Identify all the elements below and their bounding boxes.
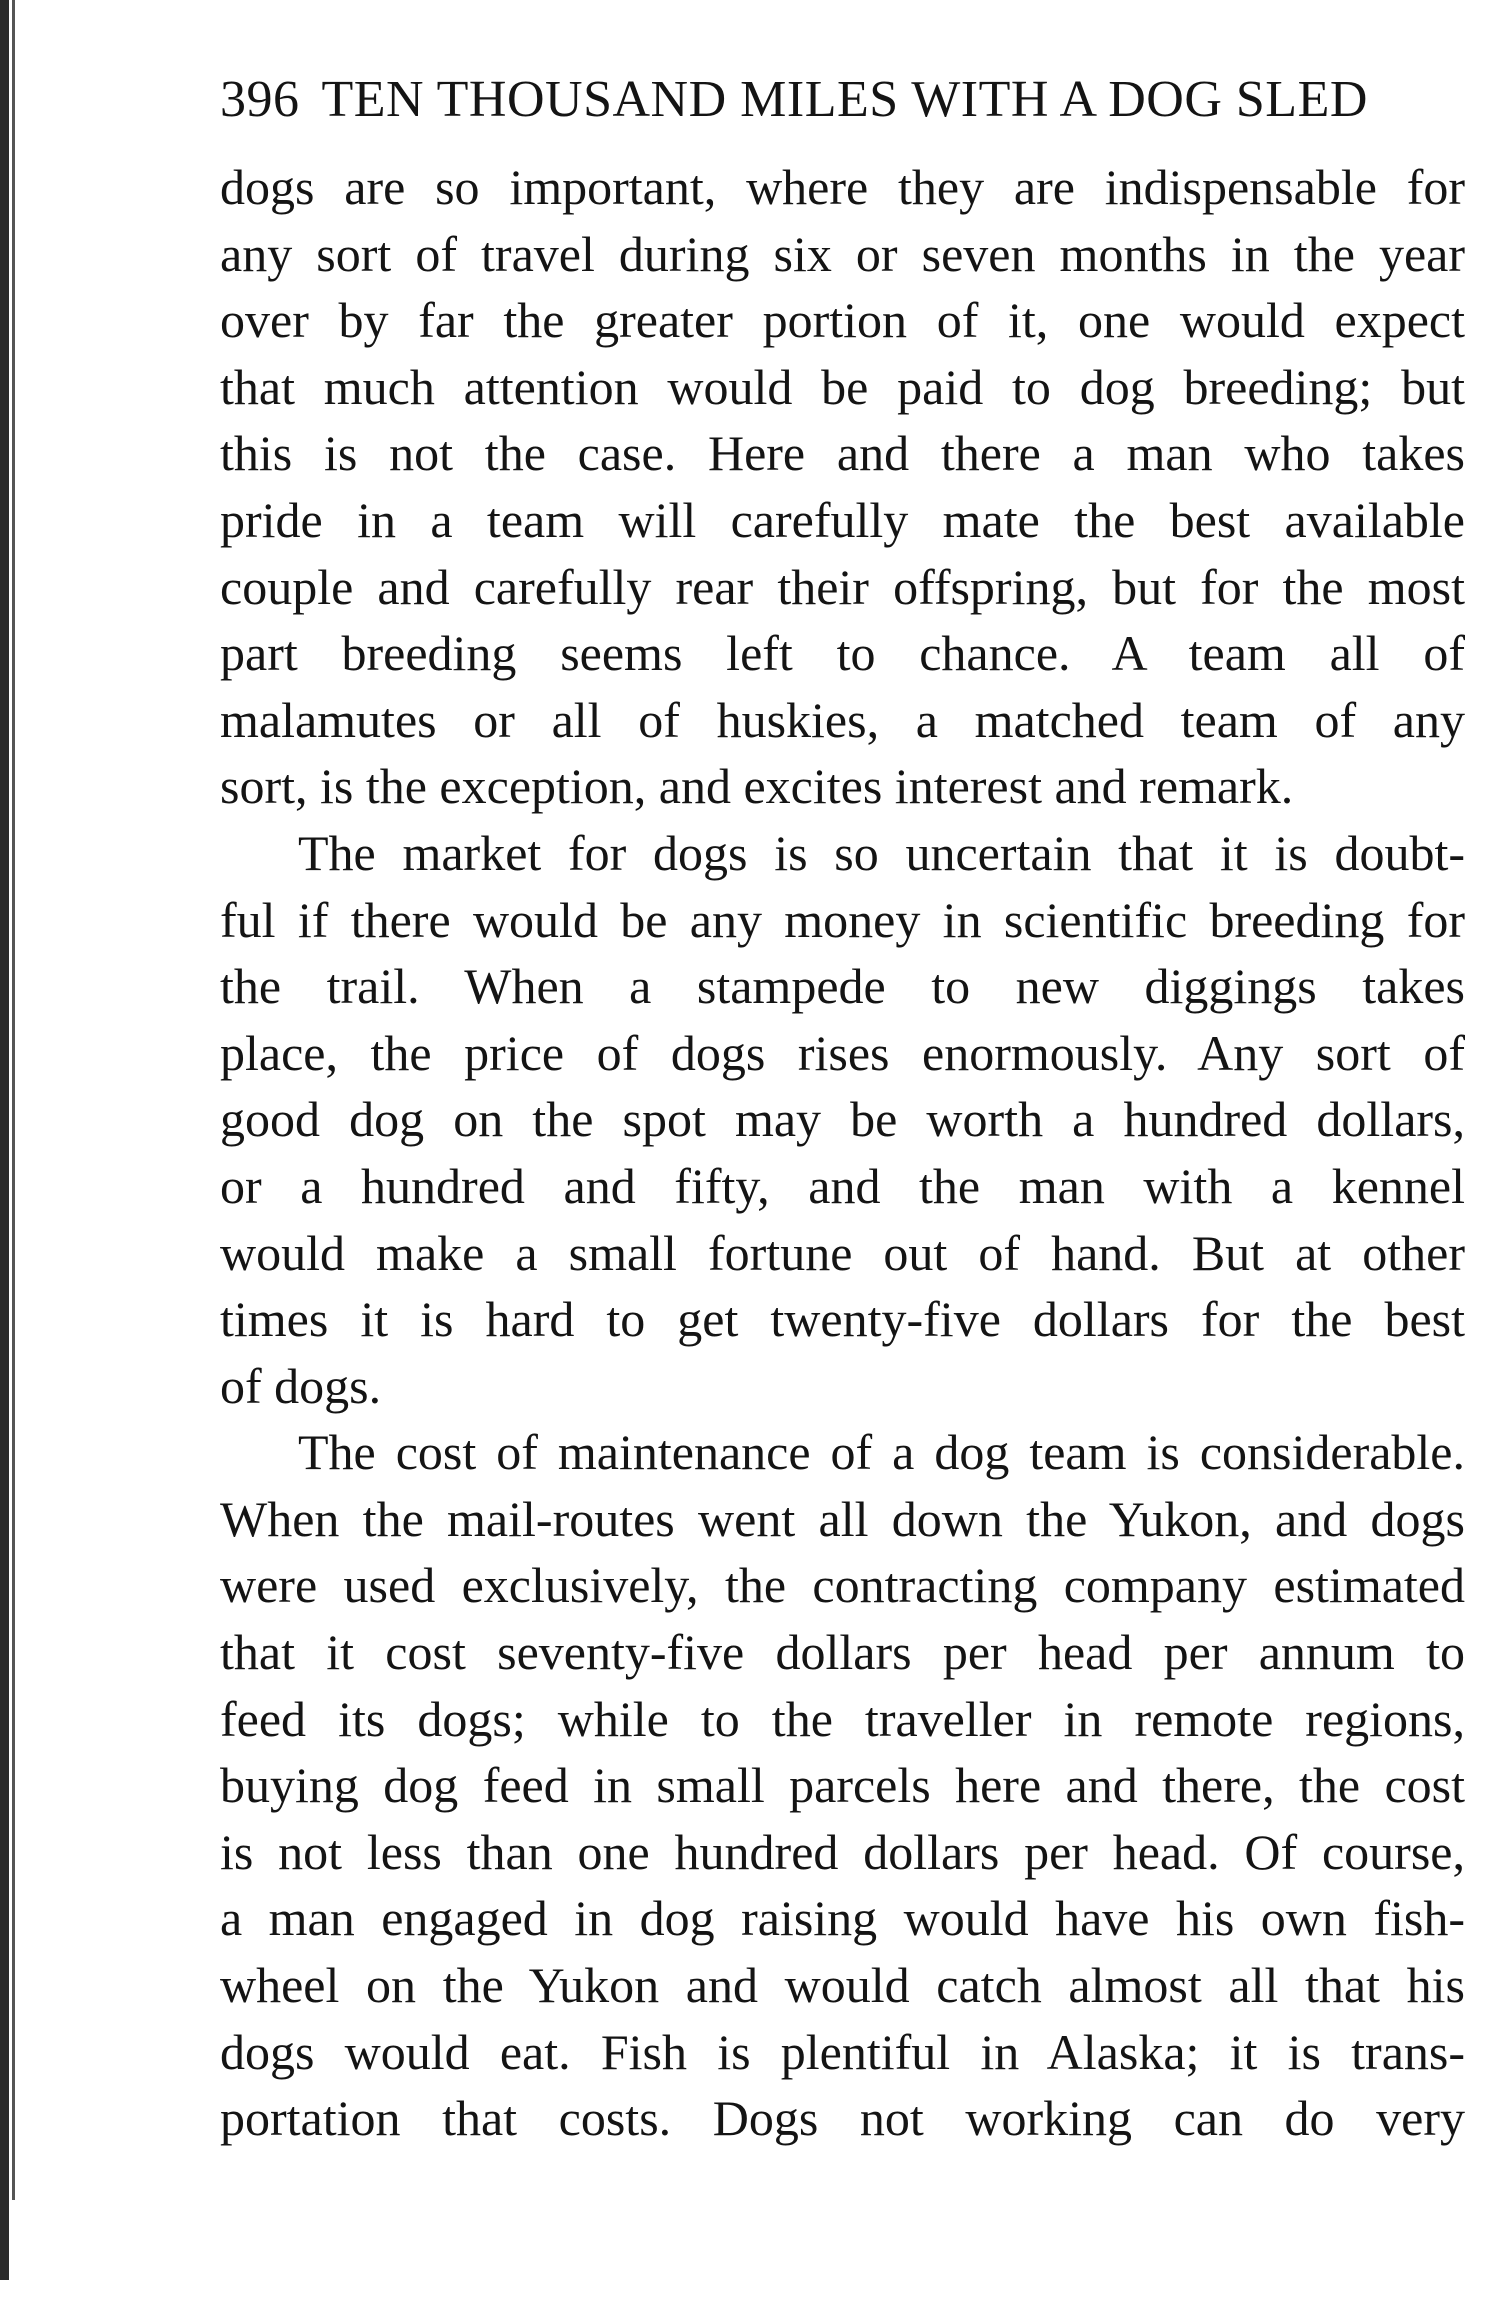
text-line: part breeding seems left to chance. A team all of xyxy=(220,625,1465,682)
text-line: feed its dogs; while to the traveller in remote regions, xyxy=(220,1690,1465,1747)
text-line: the trail. When a stampede to new diggings takes xyxy=(220,958,1465,1015)
text-line: dogs would eat. Fish is plentiful in Alaska; it is trans- xyxy=(220,2023,1465,2080)
text-line: good dog on the spot may be worth a hundred dollars, xyxy=(220,1091,1465,1148)
book-spine-edge xyxy=(0,0,9,2280)
text-line: times it is hard to get twenty-five dollars for the best xyxy=(220,1291,1465,1348)
paragraph-first-line: The market for dogs is so uncertain that it is doubt- xyxy=(298,824,1465,881)
body-text xyxy=(220,154,1465,2152)
text-line: portation that costs. Dogs not working can do very xyxy=(220,2090,1465,2147)
text-line: place, the price of dogs rises enormously. Any sort of xyxy=(220,1024,1465,1081)
page-number: 396 xyxy=(220,71,300,128)
book-spine-edge-inner xyxy=(12,0,15,2200)
paragraph-first-line: The cost of maintenance of a dog team is considerable. xyxy=(298,1424,1465,1481)
text-line: that much attention would be paid to dog breeding; but xyxy=(220,358,1465,415)
running-header xyxy=(220,62,1465,138)
text-line: dogs are so important, where they are indispensable for xyxy=(220,159,1465,215)
text-line: couple and carefully rear their offspring, but for the most xyxy=(220,558,1465,615)
text-line: When the mail-routes went all down the Yukon, and dogs xyxy=(220,1490,1465,1547)
text-line: or a hundred and fifty, and the man with a kennel xyxy=(220,1157,1465,1214)
running-title: TEN THOUSAND MILES WITH A DOG SLED xyxy=(321,71,1368,128)
book-page xyxy=(220,62,1465,2152)
text-line: malamutes or all of huskies, a matched team of any xyxy=(220,691,1465,748)
text-line: pride in a team will carefully mate the best available xyxy=(220,491,1465,548)
text-line: is not less than one hundred dollars per head. Of course, xyxy=(220,1823,1465,1880)
text-line: wheel on the Yukon and would catch almost all that his xyxy=(220,1957,1465,2014)
text-line: were used exclusively, the contracting company estimated xyxy=(220,1557,1465,1614)
text-line: this is not the case. Here and there a man who takes xyxy=(220,425,1465,482)
text-line: a man engaged in dog raising would have his own fish- xyxy=(220,1890,1465,1947)
text-line: buying dog feed in small parcels here and there, the cost xyxy=(220,1757,1465,1814)
text-line: that it cost seventy-five dollars per head per annum to xyxy=(220,1624,1465,1681)
text-line: sort, is the exception, and excites interest and remark. xyxy=(220,758,1294,815)
text-line: would make a small fortune out of hand. But at other xyxy=(220,1224,1465,1281)
text-line: of dogs. xyxy=(220,1357,382,1414)
text-line: ful if there would be any money in scientific breeding for xyxy=(220,891,1465,948)
text-line: any sort of travel during six or seven months in the year xyxy=(220,225,1465,282)
text-line: over by far the greater portion of it, one would expect xyxy=(220,292,1465,349)
